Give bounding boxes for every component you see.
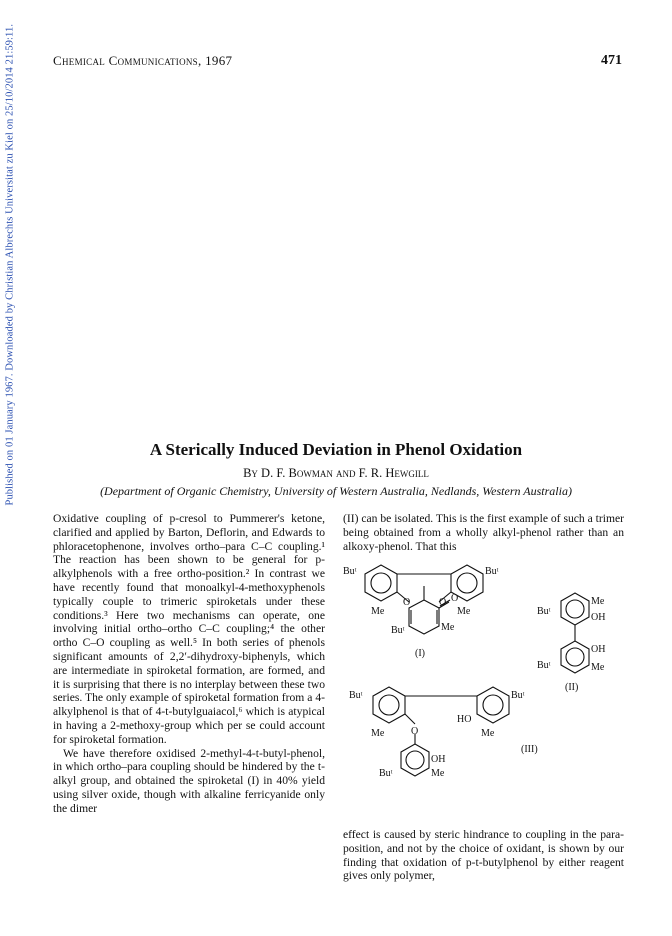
label-oh: OH (591, 644, 606, 655)
label-o: O (411, 726, 419, 737)
label-but: Buᵗ (343, 566, 357, 577)
download-notice-text: Published on 01 January 1967. Downloaded by Christian Albrechts Universitat zu Kiel on 25/10/2014 21:59:11. (4, 23, 16, 506)
label-o: O (451, 593, 459, 604)
label-oh: OH (431, 754, 446, 765)
label-but: Buᵗ (485, 566, 499, 577)
label-but: Buᵗ (537, 606, 551, 617)
label-but: Buᵗ (537, 660, 551, 671)
label-me: Me (481, 728, 495, 739)
right-column-top (343, 512, 624, 553)
article-authors (0, 466, 672, 481)
label-me: Me (591, 662, 605, 673)
paragraph-4: effect is caused by steric hindrance to coupling in the para-position, and not by the choice of oxidant, is shown by our finding that oxidation of p-t-butylphenol by either reagent gives only polymer, (343, 828, 624, 883)
journal-header: Chemical Communications, 1967 (53, 53, 233, 68)
paragraph-1: Oxidative coupling of p-cresol to Pummerer's ketone, clarified and applied by Barton, Deflorin, and Edwards to phloracetophenone, involves ortho–para C–C coupling.¹ The reaction has been shown to be general for p-alkylphenols with a free ortho-position.² In contrast we have recently found that monoalkyl-4-methoxyphenols typically couple to trimeric spiroketals under these conditions.³ Here two mechanisms can operate, one involving initial ortho–ortho C–C coupling;⁴ the other ortho C–O coupling as well.⁵ In both series of phenols significant amounts of 2,2′-dihydroxy-biphenyls, which are intermediate in spiroketal formation, are formed, and it is surprising that there is no interplay between these two series. The only example of spiroketal formation from a 4-alkylphenol is that of 4-t-butylguaiacol,⁶ which is atypical in having a 2-methoxy-group which per se could account for spiroketal formation. (53, 512, 325, 746)
paragraph-3: (II) can be isolated. This is the first example of such a trimer being obtained from a wholly alkyl-phenol rather than an alkoxy-phenol. That this (343, 512, 624, 553)
label-oh: OH (591, 612, 606, 623)
label-me: Me (457, 606, 471, 617)
caption-i: (I) (415, 648, 425, 659)
chemical-structures (343, 556, 625, 822)
ring-iii-bottom (401, 744, 429, 776)
right-column-bottom (343, 828, 624, 883)
label-me: Me (441, 622, 455, 633)
label-but: Buᵗ (391, 625, 405, 636)
ring-ii-bottom (561, 641, 589, 673)
caption-iii: (III) (521, 744, 538, 755)
structure-figure (343, 556, 625, 822)
label-but: Buᵗ (511, 690, 525, 701)
ring-iii-left (373, 687, 405, 723)
label-ho: HO (457, 714, 472, 725)
label-but: Buᵗ (349, 690, 363, 701)
article-affiliation: (Department of Organic Chemistry, University of Western Australia, Nedlands, Western Australia) (100, 484, 572, 498)
paragraph-2: We have therefore oxidised 2-methyl-4-t-butyl-phenol, in which ortho–para coupling should be hindered by the t-alkyl group, and obtained the spiroketal (I) in 40% yield using silver oxide, though with alkaline ferricyanide only the dimer (53, 746, 325, 815)
caption-ii: (II) (565, 682, 579, 693)
left-column (53, 512, 325, 816)
label-o: O (439, 597, 447, 608)
article-title: A Sterically Induced Deviation in Phenol Oxidation (149, 440, 523, 459)
ring-ii-top (561, 593, 589, 625)
authors-text: By D. F. Bowman and F. R. Hewgill (243, 466, 429, 480)
label-me: Me (371, 728, 385, 739)
label-me: Me (371, 606, 385, 617)
label-me: Me (591, 596, 605, 607)
page-number: 471 (601, 53, 622, 68)
ring-i-spiro (409, 600, 439, 634)
label-but: Buᵗ (379, 768, 393, 779)
ring-i-left (365, 565, 397, 601)
ring-iii-right (477, 687, 509, 723)
label-o: O (403, 597, 411, 608)
label-me: Me (431, 768, 445, 779)
